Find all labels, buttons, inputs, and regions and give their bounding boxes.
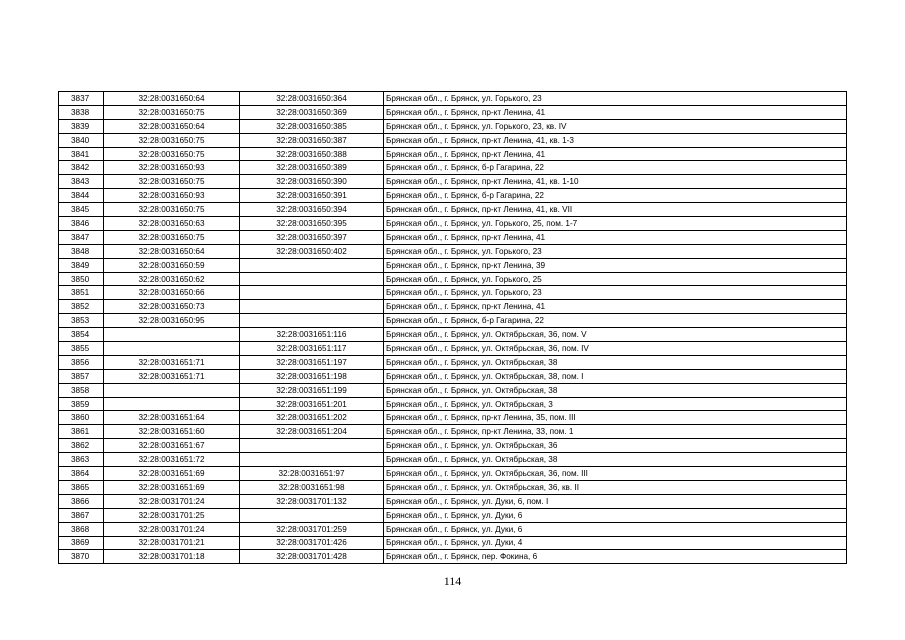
address-cell: Брянская обл., г. Брянск, пр-кт Ленина, 41, кв. VII — [384, 203, 847, 217]
table-row — [59, 175, 847, 189]
table-row — [59, 355, 847, 369]
table-row — [59, 453, 847, 467]
cadastral-number-cell: 32:28:0031651:72 — [104, 453, 240, 467]
address-cell: Брянская обл., г. Брянск, пр-кт Ленина, 41, кв. 1-10 — [384, 175, 847, 189]
row-number-cell: 3852 — [59, 300, 104, 314]
table-row — [59, 508, 847, 522]
address-cell: Брянская обл., г. Брянск, ул. Октябрьская, 38 — [384, 383, 847, 397]
object-number-cell — [240, 300, 384, 314]
row-number-cell: 3845 — [59, 203, 104, 217]
address-cell: Брянская обл., г. Брянск, б-р Гагарина, 22 — [384, 161, 847, 175]
object-number-cell: 32:28:0031651:117 — [240, 342, 384, 356]
cadastral-number-cell: 32:28:0031650:93 — [104, 189, 240, 203]
cadastral-number-cell: 32:28:0031651:69 — [104, 467, 240, 481]
row-number-cell: 3840 — [59, 133, 104, 147]
row-number-cell: 3857 — [59, 369, 104, 383]
row-number-cell: 3864 — [59, 467, 104, 481]
page-number: 114 — [443, 574, 462, 588]
cadastral-number-cell: 32:28:0031650:75 — [104, 175, 240, 189]
object-number-cell — [240, 508, 384, 522]
object-number-cell: 32:28:0031650:394 — [240, 203, 384, 217]
cadastral-number-cell: 32:28:0031651:67 — [104, 439, 240, 453]
row-number-cell: 3870 — [59, 550, 104, 564]
address-cell: Брянская обл., г. Брянск, ул. Октябрьская, 38 — [384, 355, 847, 369]
object-number-cell: 32:28:0031650:369 — [240, 105, 384, 119]
address-cell: Брянская обл., г. Брянск, ул. Октябрьская, 36, кв. II — [384, 480, 847, 494]
table-row — [59, 522, 847, 536]
cadastral-number-cell: 32:28:0031651:71 — [104, 369, 240, 383]
object-number-cell — [240, 272, 384, 286]
table-row — [59, 300, 847, 314]
object-number-cell: 32:28:0031650:402 — [240, 244, 384, 258]
object-number-cell — [240, 258, 384, 272]
row-number-cell: 3846 — [59, 217, 104, 231]
address-cell: Брянская обл., г. Брянск, ул. Дуки, 6 — [384, 522, 847, 536]
table-row — [59, 425, 847, 439]
row-number-cell: 3854 — [59, 328, 104, 342]
object-number-cell: 32:28:0031651:97 — [240, 467, 384, 481]
address-cell: Брянская обл., г. Брянск, пр-кт Ленина, 33, пом. 1 — [384, 425, 847, 439]
object-number-cell: 32:28:0031650:389 — [240, 161, 384, 175]
row-number-cell: 3856 — [59, 355, 104, 369]
cadastral-number-cell: 32:28:0031650:64 — [104, 244, 240, 258]
row-number-cell: 3838 — [59, 105, 104, 119]
row-number-cell: 3863 — [59, 453, 104, 467]
table-row — [59, 342, 847, 356]
row-number-cell: 3842 — [59, 161, 104, 175]
object-number-cell: 32:28:0031651:116 — [240, 328, 384, 342]
cadastral-number-cell: 32:28:0031650:64 — [104, 92, 240, 106]
cadastral-number-cell: 32:28:0031701:24 — [104, 494, 240, 508]
row-number-cell: 3868 — [59, 522, 104, 536]
row-number-cell: 3850 — [59, 272, 104, 286]
row-number-cell: 3841 — [59, 147, 104, 161]
cadastral-number-cell: 32:28:0031651:69 — [104, 480, 240, 494]
object-number-cell: 32:28:0031650:388 — [240, 147, 384, 161]
address-cell: Брянская обл., г. Брянск, пер. Фокина, 6 — [384, 550, 847, 564]
table-row — [59, 494, 847, 508]
cadastral-number-cell: 32:28:0031650:63 — [104, 217, 240, 231]
cadastral-number-cell — [104, 397, 240, 411]
address-cell: Брянская обл., г. Брянск, ул. Октябрьская, 36, пом. III — [384, 467, 847, 481]
table-row — [59, 383, 847, 397]
row-number-cell: 3865 — [59, 480, 104, 494]
object-number-cell: 32:28:0031651:197 — [240, 355, 384, 369]
table-row — [59, 147, 847, 161]
row-number-cell: 3855 — [59, 342, 104, 356]
table-row — [59, 411, 847, 425]
object-number-cell: 32:28:0031701:132 — [240, 494, 384, 508]
object-number-cell: 32:28:0031651:199 — [240, 383, 384, 397]
row-number-cell: 3849 — [59, 258, 104, 272]
cadastral-number-cell: 32:28:0031651:64 — [104, 411, 240, 425]
address-cell: Брянская обл., г. Брянск, пр-кт Ленина, 41, кв. 1-3 — [384, 133, 847, 147]
row-number-cell: 3859 — [59, 397, 104, 411]
row-number-cell: 3860 — [59, 411, 104, 425]
table-row — [59, 536, 847, 550]
cadastral-number-cell: 32:28:0031650:95 — [104, 314, 240, 328]
table-row — [59, 119, 847, 133]
cadastral-number-cell: 32:28:0031650:66 — [104, 286, 240, 300]
address-cell: Брянская обл., г. Брянск, пр-кт Ленина, 35, пом. III — [384, 411, 847, 425]
table-row — [59, 272, 847, 286]
row-number-cell: 3843 — [59, 175, 104, 189]
cadastral-number-cell: 32:28:0031650:62 — [104, 272, 240, 286]
address-cell: Брянская обл., г. Брянск, пр-кт Ленина, 41 — [384, 105, 847, 119]
cadastral-number-cell — [104, 383, 240, 397]
object-number-cell — [240, 439, 384, 453]
table-row — [59, 550, 847, 564]
address-cell: Брянская обл., г. Брянск, ул. Октябрьская, 36 — [384, 439, 847, 453]
cadastral-table — [58, 91, 847, 564]
row-number-cell: 3837 — [59, 92, 104, 106]
address-cell: Брянская обл., г. Брянск, ул. Октябрьская, 36, пом. V — [384, 328, 847, 342]
object-number-cell: 32:28:0031650:395 — [240, 217, 384, 231]
object-number-cell — [240, 286, 384, 300]
object-number-cell: 32:28:0031651:201 — [240, 397, 384, 411]
table-row — [59, 92, 847, 106]
address-cell: Брянская обл., г. Брянск, пр-кт Ленина, 41 — [384, 300, 847, 314]
cadastral-number-cell: 32:28:0031650:64 — [104, 119, 240, 133]
table-body — [59, 92, 847, 564]
object-number-cell: 32:28:0031651:198 — [240, 369, 384, 383]
address-cell: Брянская обл., г. Брянск, б-р Гагарина, 22 — [384, 314, 847, 328]
object-number-cell: 32:28:0031650:397 — [240, 230, 384, 244]
row-number-cell: 3848 — [59, 244, 104, 258]
address-cell: Брянская обл., г. Брянск, б-р Гагарина, 22 — [384, 189, 847, 203]
cadastral-number-cell — [104, 328, 240, 342]
object-number-cell: 32:28:0031650:385 — [240, 119, 384, 133]
cadastral-number-cell: 32:28:0031650:75 — [104, 133, 240, 147]
address-cell: Брянская обл., г. Брянск, пр-кт Ленина, 41 — [384, 230, 847, 244]
object-number-cell: 32:28:0031701:428 — [240, 550, 384, 564]
table-row — [59, 314, 847, 328]
table-row — [59, 230, 847, 244]
table-row — [59, 369, 847, 383]
cadastral-number-cell: 32:28:0031650:75 — [104, 147, 240, 161]
object-number-cell: 32:28:0031650:390 — [240, 175, 384, 189]
cadastral-number-cell: 32:28:0031651:71 — [104, 355, 240, 369]
row-number-cell: 3853 — [59, 314, 104, 328]
object-number-cell: 32:28:0031651:202 — [240, 411, 384, 425]
table-row — [59, 480, 847, 494]
address-cell: Брянская обл., г. Брянск, ул. Дуки, 6, пом. I — [384, 494, 847, 508]
row-number-cell: 3869 — [59, 536, 104, 550]
address-cell: Брянская обл., г. Брянск, ул. Горького, 25 — [384, 272, 847, 286]
row-number-cell: 3858 — [59, 383, 104, 397]
table-row — [59, 397, 847, 411]
address-cell: Брянская обл., г. Брянск, ул. Горького, 23 — [384, 244, 847, 258]
row-number-cell: 3861 — [59, 425, 104, 439]
cadastral-number-cell: 32:28:0031650:75 — [104, 203, 240, 217]
cadastral-number-cell: 32:28:0031650:75 — [104, 105, 240, 119]
cadastral-number-cell: 32:28:0031651:60 — [104, 425, 240, 439]
table-row — [59, 203, 847, 217]
row-number-cell: 3847 — [59, 230, 104, 244]
table-row — [59, 217, 847, 231]
object-number-cell — [240, 314, 384, 328]
row-number-cell: 3862 — [59, 439, 104, 453]
address-cell: Брянская обл., г. Брянск, ул. Горького, 23 — [384, 286, 847, 300]
table-row — [59, 189, 847, 203]
object-number-cell: 32:28:0031650:364 — [240, 92, 384, 106]
object-number-cell: 32:28:0031650:387 — [240, 133, 384, 147]
address-cell: Брянская обл., г. Брянск, пр-кт Ленина, 41 — [384, 147, 847, 161]
object-number-cell: 32:28:0031650:391 — [240, 189, 384, 203]
row-number-cell: 3839 — [59, 119, 104, 133]
address-cell: Брянская обл., г. Брянск, ул. Дуки, 4 — [384, 536, 847, 550]
object-number-cell: 32:28:0031701:426 — [240, 536, 384, 550]
cadastral-number-cell: 32:28:0031650:59 — [104, 258, 240, 272]
address-cell: Брянская обл., г. Брянск, ул. Дуки, 6 — [384, 508, 847, 522]
cadastral-number-cell: 32:28:0031701:25 — [104, 508, 240, 522]
address-cell: Брянская обл., г. Брянск, ул. Октябрьская, 3 — [384, 397, 847, 411]
table-row — [59, 286, 847, 300]
object-number-cell: 32:28:0031651:204 — [240, 425, 384, 439]
row-number-cell: 3851 — [59, 286, 104, 300]
table-row — [59, 133, 847, 147]
table-row — [59, 105, 847, 119]
address-cell: Брянская обл., г. Брянск, ул. Октябрьская, 36, пом. IV — [384, 342, 847, 356]
cadastral-number-cell: 32:28:0031650:93 — [104, 161, 240, 175]
table-row — [59, 467, 847, 481]
address-cell: Брянская обл., г. Брянск, ул. Горького, 25, пом. 1-7 — [384, 217, 847, 231]
cadastral-number-cell: 32:28:0031650:73 — [104, 300, 240, 314]
address-cell: Брянская обл., г. Брянск, ул. Горького, 23, кв. IV — [384, 119, 847, 133]
address-cell: Брянская обл., г. Брянск, ул. Горького, 23 — [384, 92, 847, 106]
cadastral-number-cell: 32:28:0031701:18 — [104, 550, 240, 564]
cadastral-number-cell: 32:28:0031701:21 — [104, 536, 240, 550]
table-row — [59, 161, 847, 175]
table-row — [59, 439, 847, 453]
cadastral-number-cell — [104, 342, 240, 356]
row-number-cell: 3866 — [59, 494, 104, 508]
row-number-cell: 3844 — [59, 189, 104, 203]
table-row — [59, 328, 847, 342]
row-number-cell: 3867 — [59, 508, 104, 522]
table-row — [59, 258, 847, 272]
cadastral-number-cell: 32:28:0031650:75 — [104, 230, 240, 244]
address-cell: Брянская обл., г. Брянск, ул. Октябрьская, 38, пом. I — [384, 369, 847, 383]
object-number-cell — [240, 453, 384, 467]
address-cell: Брянская обл., г. Брянск, ул. Октябрьская, 38 — [384, 453, 847, 467]
table-row — [59, 244, 847, 258]
address-cell: Брянская обл., г. Брянск, пр-кт Ленина, 39 — [384, 258, 847, 272]
object-number-cell: 32:28:0031651:98 — [240, 480, 384, 494]
cadastral-number-cell: 32:28:0031701:24 — [104, 522, 240, 536]
object-number-cell: 32:28:0031701:259 — [240, 522, 384, 536]
